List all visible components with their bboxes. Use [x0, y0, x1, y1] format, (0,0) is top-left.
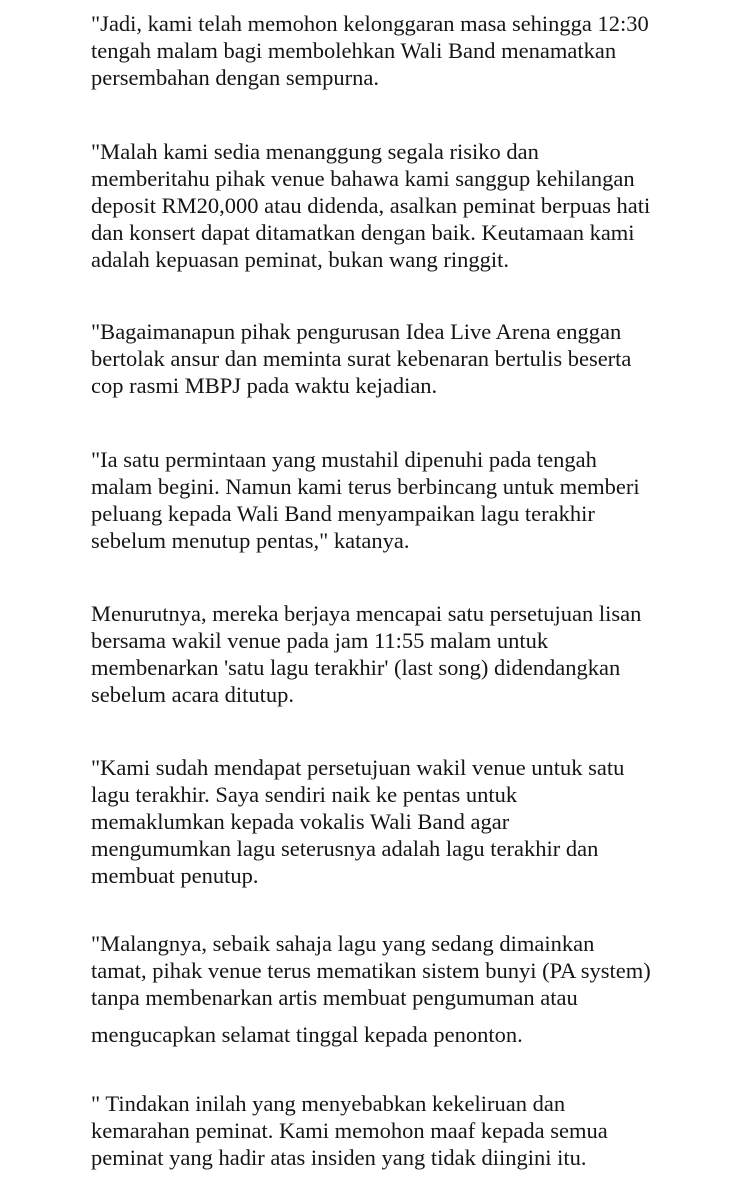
paragraph-4	[91, 446, 731, 554]
text-line: "Kami sudah mendapat persetujuan wakil venue untuk satu	[91, 755, 625, 780]
text-line: persembahan dengan sempurna.	[91, 65, 380, 90]
text-line: mengumumkan lagu seterusnya adalah lagu terakhir dan	[91, 836, 599, 861]
text-line: sebelum menutup pentas," katanya.	[91, 528, 410, 553]
text-line: sebelum acara ditutup.	[91, 682, 295, 707]
text-line: bersama wakil venue pada jam 11:55 malam untuk	[91, 628, 549, 653]
paragraph-6	[91, 754, 731, 889]
text-line: membuat penutup.	[91, 863, 259, 888]
text-line: Menurutnya, mereka berjaya mencapai satu persetujuan lisan	[91, 601, 642, 626]
text-line: dan konsert dapat ditamatkan dengan baik. Keutamaan kami	[91, 220, 635, 245]
text-line: membenarkan 'satu lagu terakhir' (last song) didendangkan	[91, 655, 621, 680]
text-line: malam begini. Namun kami terus berbincang untuk memberi	[91, 474, 640, 499]
paragraph-2	[91, 138, 731, 273]
text-line: peluang kepada Wali Band menyampaikan lagu terakhir	[91, 501, 595, 526]
text-line: kemarahan peminat. Kami memohon maaf kepada semua	[91, 1118, 608, 1143]
text-line: "Jadi, kami telah memohon kelonggaran masa sehingga 12:30	[91, 11, 649, 36]
text-line: deposit RM20,000 atau didenda, asalkan peminat berpuas hati	[91, 193, 651, 218]
text-line: tamat, pihak venue terus mematikan sistem bunyi (PA system)	[91, 958, 651, 983]
paragraph-5	[91, 600, 731, 708]
paragraph-8	[91, 1090, 731, 1171]
text-line: bertolak ansur dan meminta surat kebenaran bertulis beserta	[91, 346, 632, 371]
text-line: "Ia satu permintaan yang mustahil dipenuhi pada tengah	[91, 447, 597, 472]
text-line: lagu terakhir. Saya sendiri naik ke pentas untuk	[91, 782, 518, 807]
text-line: adalah kepuasan peminat, bukan wang ringgit.	[91, 247, 509, 272]
text-line: tengah malam bagi membolehkan Wali Band menamatkan	[91, 38, 617, 63]
text-line: "Bagaimanapun pihak pengurusan Idea Live Arena enggan	[91, 319, 622, 344]
text-line: tanpa membenarkan artis membuat pengumuman atau	[91, 985, 578, 1010]
text-line: " Tindakan inilah yang menyebabkan kekeliruan dan	[91, 1091, 566, 1116]
text-line: "Malah kami sedia menanggung segala risiko dan	[91, 139, 539, 164]
text-line: mengucapkan selamat tinggal kepada penonton.	[91, 1022, 523, 1047]
text-line: memaklumkan kepada vokalis Wali Band agar	[91, 809, 510, 834]
paragraph-1	[91, 10, 731, 91]
text-line: "Malangnya, sebaik sahaja lagu yang sedang dimainkan	[91, 931, 595, 956]
text-line: memberitahu pihak venue bahawa kami sanggup kehilangan	[91, 166, 635, 191]
paragraph-7	[91, 930, 731, 1048]
text-line: cop rasmi MBPJ pada waktu kejadian.	[91, 373, 438, 398]
paragraph-3	[91, 318, 731, 399]
text-line: peminat yang hadir atas insiden yang tidak diingini itu.	[91, 1145, 587, 1170]
